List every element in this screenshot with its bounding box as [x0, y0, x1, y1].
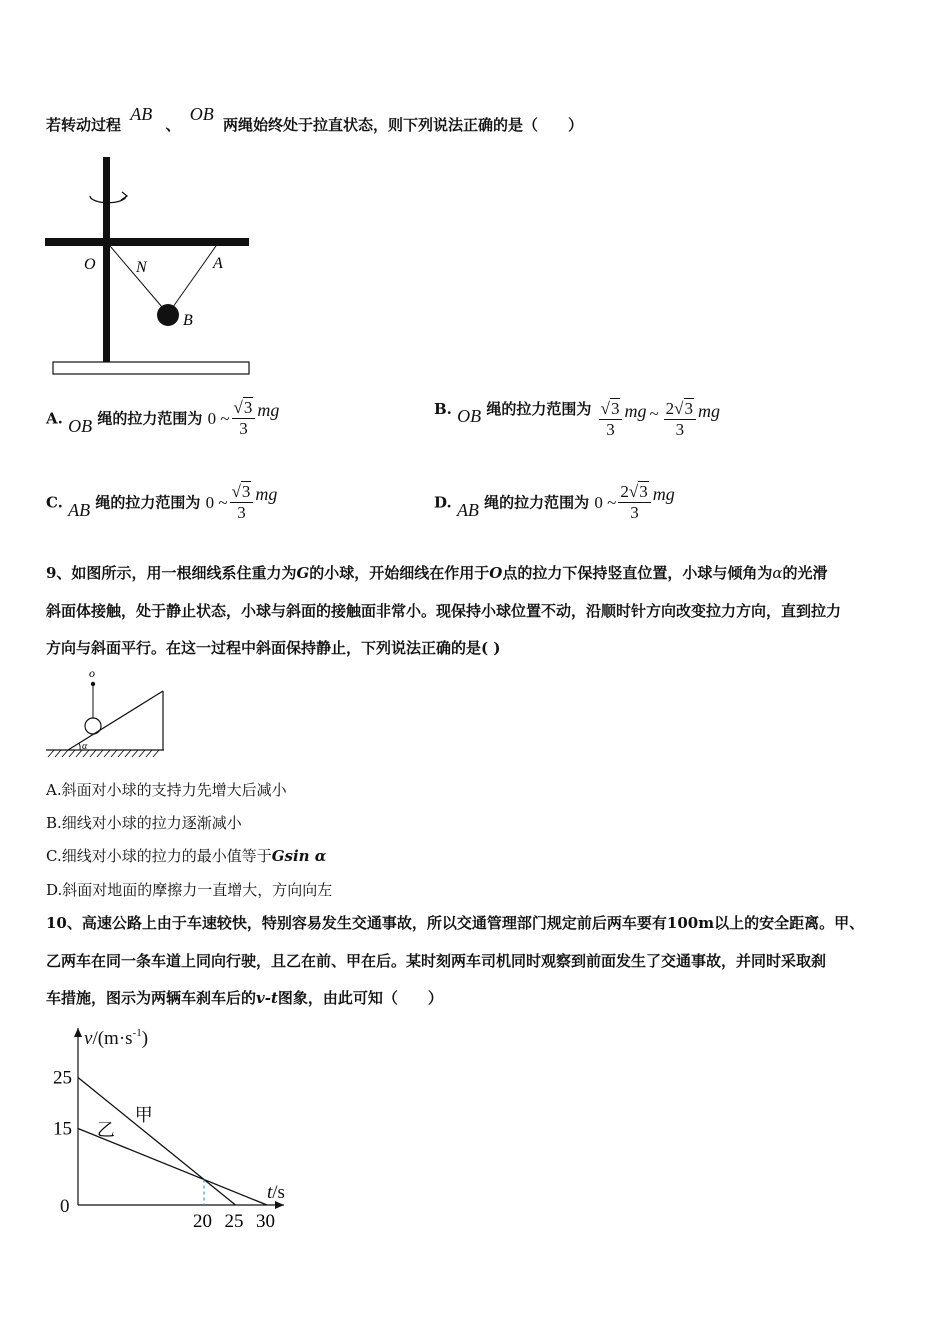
- fraction-low: [599, 399, 623, 440]
- label-n: N: [136, 259, 147, 276]
- q8-option-a[interactable]: [46, 398, 279, 439]
- x-tick-label: 20: [193, 1211, 212, 1232]
- q9-option-a[interactable]: A.斜面对小球的支持力先增大后减小: [46, 781, 287, 799]
- q9-text: 的光滑: [782, 564, 828, 582]
- q8-stem-prefix: 若转动过程: [46, 116, 122, 134]
- q8-option-b[interactable]: [434, 398, 720, 440]
- x-axis-title: t/s: [267, 1182, 285, 1203]
- q10-stem-line-1: [46, 912, 864, 933]
- unit-mg: mg: [624, 401, 647, 421]
- fraction: [618, 482, 650, 523]
- q8-ab-symbol: AB: [130, 104, 153, 124]
- rope-ab: [168, 246, 216, 314]
- range-start: 0 ~: [594, 492, 617, 512]
- denominator: 3: [606, 420, 615, 439]
- sqrt-sign-icon: √: [233, 398, 243, 417]
- q8-separator: 、: [165, 116, 181, 134]
- range-tilde: ~: [649, 403, 659, 423]
- unit-mg: mg: [257, 400, 280, 420]
- coefficient: 2: [665, 399, 675, 418]
- radicand: 3: [241, 482, 251, 501]
- option-letter: C.: [46, 493, 63, 512]
- horizontal-bar: [45, 238, 249, 246]
- label-o: o: [89, 666, 95, 680]
- x-tick-label: 25: [224, 1211, 244, 1232]
- radicand: 3: [639, 482, 648, 501]
- denominator: 3: [237, 503, 246, 522]
- option-text: 绳的拉力范围为: [486, 400, 592, 418]
- formula-gsin-alpha: Gsin α: [271, 847, 327, 865]
- fraction: [230, 482, 254, 523]
- unit-mg: mg: [255, 484, 278, 504]
- unit-mg: mg: [652, 484, 675, 504]
- symbol-alpha: α: [772, 564, 783, 582]
- y-tick-label: 25: [53, 1067, 72, 1089]
- q8-stem: [46, 104, 583, 135]
- denominator: 3: [675, 420, 685, 439]
- sqrt-sign-icon: √: [674, 399, 684, 418]
- range-start: 0 ~: [205, 492, 228, 512]
- unit-mg: mg: [698, 401, 721, 421]
- option-text: 绳的拉力范围为: [97, 409, 203, 428]
- q8-ob-symbol: OB: [189, 104, 214, 124]
- series-line-甲: [78, 1078, 236, 1206]
- q9-stem-line-3: 方向与斜面平行。在这一过程中斜面保持静止，下列说法正确的是( ): [46, 639, 501, 657]
- q10-text: 图象，由此可知（ ）: [277, 989, 443, 1007]
- q8-stem-suffix: 两绳始终处于拉直状态，则下列说法正确的是（ ）: [222, 116, 583, 134]
- option-letter: B.: [434, 400, 452, 418]
- option-letter: D.: [434, 493, 452, 512]
- vt-chart: [40, 1020, 300, 1240]
- q8-option-c[interactable]: [46, 482, 277, 523]
- range-start: 0 ~: [207, 408, 230, 428]
- radicand: 3: [684, 399, 694, 418]
- q10-text: 10、高速公路上由于车速较快，特别容易发生交通事故，所以交通管理部门规定前后两车要有: [46, 914, 667, 932]
- q10-text: 以上的安全距离。甲、: [714, 914, 865, 932]
- ball-b: [157, 304, 179, 326]
- range-formula: [208, 398, 280, 439]
- label-a: A: [213, 255, 223, 272]
- label-b: B: [183, 312, 193, 329]
- q9-text: 点的拉力下保持竖直位置，小球与倾角为: [502, 564, 773, 582]
- y-axis-arrow-icon: [74, 1028, 82, 1037]
- q9-option-c[interactable]: [46, 845, 326, 866]
- series-label: 乙: [96, 1120, 115, 1142]
- q9-text: 的小球，开始细线在作用于: [309, 564, 490, 582]
- fraction-high: [664, 399, 696, 440]
- label-alpha: α: [82, 741, 88, 752]
- fraction: [232, 398, 256, 439]
- q9-incline-figure: [40, 662, 170, 762]
- base-plate: [53, 362, 249, 374]
- q9-stem-line-1: [46, 562, 828, 583]
- option-letter: A.: [46, 409, 63, 428]
- range-formula: [594, 482, 674, 523]
- sqrt-sign-icon: √: [231, 482, 241, 501]
- rope-ob: [110, 246, 168, 314]
- q9-option-b[interactable]: B.细线对小球的拉力逐渐减小: [46, 814, 242, 832]
- q8-option-d[interactable]: [434, 482, 675, 523]
- radicand: 3: [243, 398, 253, 417]
- q8-rotating-rod-figure: [40, 152, 255, 382]
- y-tick-label: 15: [53, 1118, 72, 1140]
- q9-option-d[interactable]: D.斜面对地面的摩擦力一直增大，方向向左: [46, 881, 333, 899]
- sqrt-sign-icon: √: [628, 482, 639, 501]
- angle-arc: [79, 743, 80, 750]
- rope-symbol: AB: [456, 499, 479, 520]
- coefficient: 2: [620, 482, 629, 501]
- vertical-rod: [103, 157, 110, 362]
- x-tick-label: 30: [256, 1211, 275, 1232]
- label-o: O: [84, 256, 96, 273]
- range-formula: [206, 482, 278, 523]
- denominator: 3: [630, 503, 639, 522]
- series-label: 甲: [134, 1104, 153, 1126]
- symbol-g: G: [296, 564, 310, 582]
- ground-hatching: [48, 750, 159, 757]
- rope-symbol: AB: [68, 499, 91, 520]
- option-text: C.细线对小球的拉力的最小值等于: [46, 847, 272, 865]
- radicand: 3: [610, 399, 620, 418]
- q10-stem-line-3: [46, 987, 443, 1008]
- vt-symbol: v-t: [256, 989, 278, 1007]
- distance-value: 100m: [666, 914, 715, 932]
- range-formula: [597, 399, 720, 440]
- q9-text: 9、如图所示，用一根细线系住重力为: [46, 564, 297, 582]
- sqrt-sign-icon: √: [600, 399, 610, 418]
- q9-stem-line-2: 斜面体接触，处于静止状态，小球与斜面的接触面非常小。现保持小球位置不动，沿顺时针方向改变拉力方向，直到拉力: [46, 602, 842, 620]
- option-text: 绳的拉力范围为: [484, 493, 590, 512]
- symbol-o: O: [489, 564, 503, 582]
- y-axis-title: $v/(m\cdot s^{-1})$: [84, 1027, 149, 1049]
- q10-text: 车措施，图示为两辆车刹车后的: [46, 989, 257, 1007]
- rope-symbol: OB: [457, 406, 482, 426]
- rope-symbol: OB: [68, 415, 93, 436]
- origin-label: 0: [60, 1196, 70, 1217]
- denominator: 3: [239, 419, 248, 438]
- option-text: 绳的拉力范围为: [95, 493, 201, 512]
- q10-stem-line-2: 乙两车在同一条车道上同向行驶，且乙在前、甲在后。某时刻两车司机同时观察到前面发生了交通事故，并同时采取刹: [46, 952, 827, 970]
